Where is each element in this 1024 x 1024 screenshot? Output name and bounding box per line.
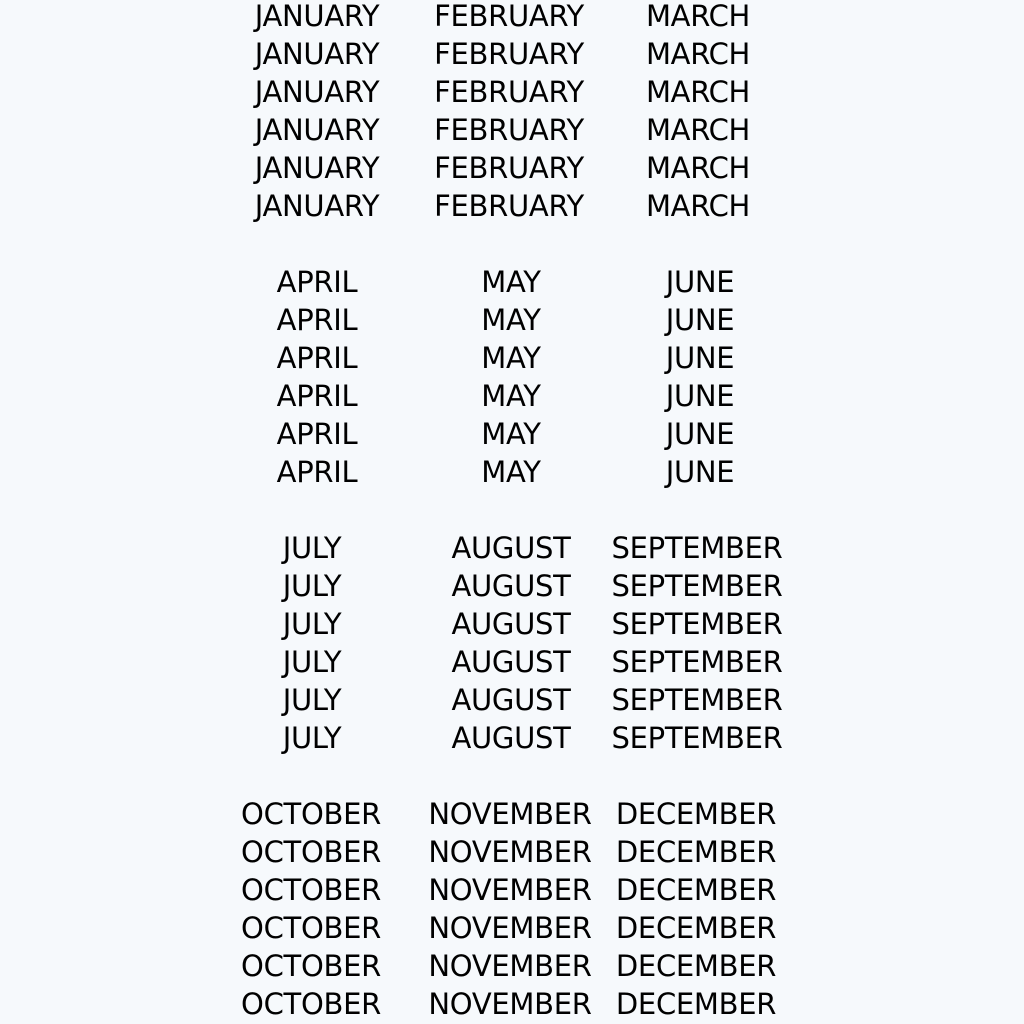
month-label-december: DECEMBER	[615, 949, 777, 983]
month-label-january: JANUARY	[254, 151, 380, 185]
month-label-september: SEPTEMBER	[611, 607, 783, 641]
month-label-november: NOVEMBER	[428, 873, 592, 907]
month-label-november: NOVEMBER	[428, 949, 592, 983]
month-label-november: NOVEMBER	[428, 987, 592, 1021]
month-label-december: DECEMBER	[615, 797, 777, 831]
month-label-march: MARCH	[645, 37, 751, 71]
month-label-may: MAY	[481, 379, 541, 413]
month-label-may: MAY	[481, 303, 541, 337]
month-label-august: AUGUST	[451, 683, 571, 717]
month-label-march: MARCH	[645, 113, 751, 147]
month-label-august: AUGUST	[451, 645, 571, 679]
month-label-october: OCTOBER	[241, 911, 381, 945]
month-label-february: FEBRUARY	[434, 75, 584, 109]
month-label-october: OCTOBER	[241, 949, 381, 983]
month-label-august: AUGUST	[451, 569, 571, 603]
month-label-march: MARCH	[645, 189, 751, 223]
month-label-december: DECEMBER	[615, 987, 777, 1021]
month-label-june: JUNE	[665, 341, 735, 375]
month-label-may: MAY	[481, 265, 541, 299]
month-label-november: NOVEMBER	[428, 911, 592, 945]
month-label-june: JUNE	[665, 455, 735, 489]
month-label-july: JULY	[282, 645, 342, 679]
month-label-march: MARCH	[645, 151, 751, 185]
month-label-april: APRIL	[276, 417, 358, 451]
month-label-february: FEBRUARY	[434, 113, 584, 147]
month-label-october: OCTOBER	[241, 797, 381, 831]
month-label-september: SEPTEMBER	[611, 721, 783, 755]
month-label-november: NOVEMBER	[428, 797, 592, 831]
month-label-february: FEBRUARY	[434, 37, 584, 71]
month-label-february: FEBRUARY	[434, 189, 584, 223]
month-label-september: SEPTEMBER	[611, 683, 783, 717]
month-label-january: JANUARY	[254, 75, 380, 109]
month-label-april: APRIL	[276, 379, 358, 413]
month-label-july: JULY	[282, 531, 342, 565]
month-label-may: MAY	[481, 417, 541, 451]
month-label-october: OCTOBER	[241, 987, 381, 1021]
month-label-may: MAY	[481, 341, 541, 375]
month-label-january: JANUARY	[254, 37, 380, 71]
month-label-october: OCTOBER	[241, 835, 381, 869]
month-label-august: AUGUST	[451, 607, 571, 641]
month-label-january: JANUARY	[254, 113, 380, 147]
month-label-august: AUGUST	[451, 721, 571, 755]
month-label-february: FEBRUARY	[434, 151, 584, 185]
month-label-april: APRIL	[276, 455, 358, 489]
month-label-may: MAY	[481, 455, 541, 489]
month-label-december: DECEMBER	[615, 873, 777, 907]
month-label-march: MARCH	[645, 0, 751, 33]
month-label-july: JULY	[282, 607, 342, 641]
month-label-january: JANUARY	[254, 189, 380, 223]
month-label-june: JUNE	[665, 303, 735, 337]
month-label-july: JULY	[282, 721, 342, 755]
month-label-april: APRIL	[276, 303, 358, 337]
month-label-june: JUNE	[665, 265, 735, 299]
month-label-august: AUGUST	[451, 531, 571, 565]
month-label-september: SEPTEMBER	[611, 531, 783, 565]
month-label-january: JANUARY	[254, 0, 380, 33]
month-label-november: NOVEMBER	[428, 835, 592, 869]
month-label-september: SEPTEMBER	[611, 569, 783, 603]
month-label-april: APRIL	[276, 265, 358, 299]
month-label-december: DECEMBER	[615, 835, 777, 869]
month-label-july: JULY	[282, 569, 342, 603]
month-label-october: OCTOBER	[241, 873, 381, 907]
month-label-march: MARCH	[645, 75, 751, 109]
month-label-june: JUNE	[665, 379, 735, 413]
month-label-september: SEPTEMBER	[611, 645, 783, 679]
month-label-december: DECEMBER	[615, 911, 777, 945]
month-label-july: JULY	[282, 683, 342, 717]
month-label-february: FEBRUARY	[434, 0, 584, 33]
month-label-june: JUNE	[665, 417, 735, 451]
month-label-april: APRIL	[276, 341, 358, 375]
